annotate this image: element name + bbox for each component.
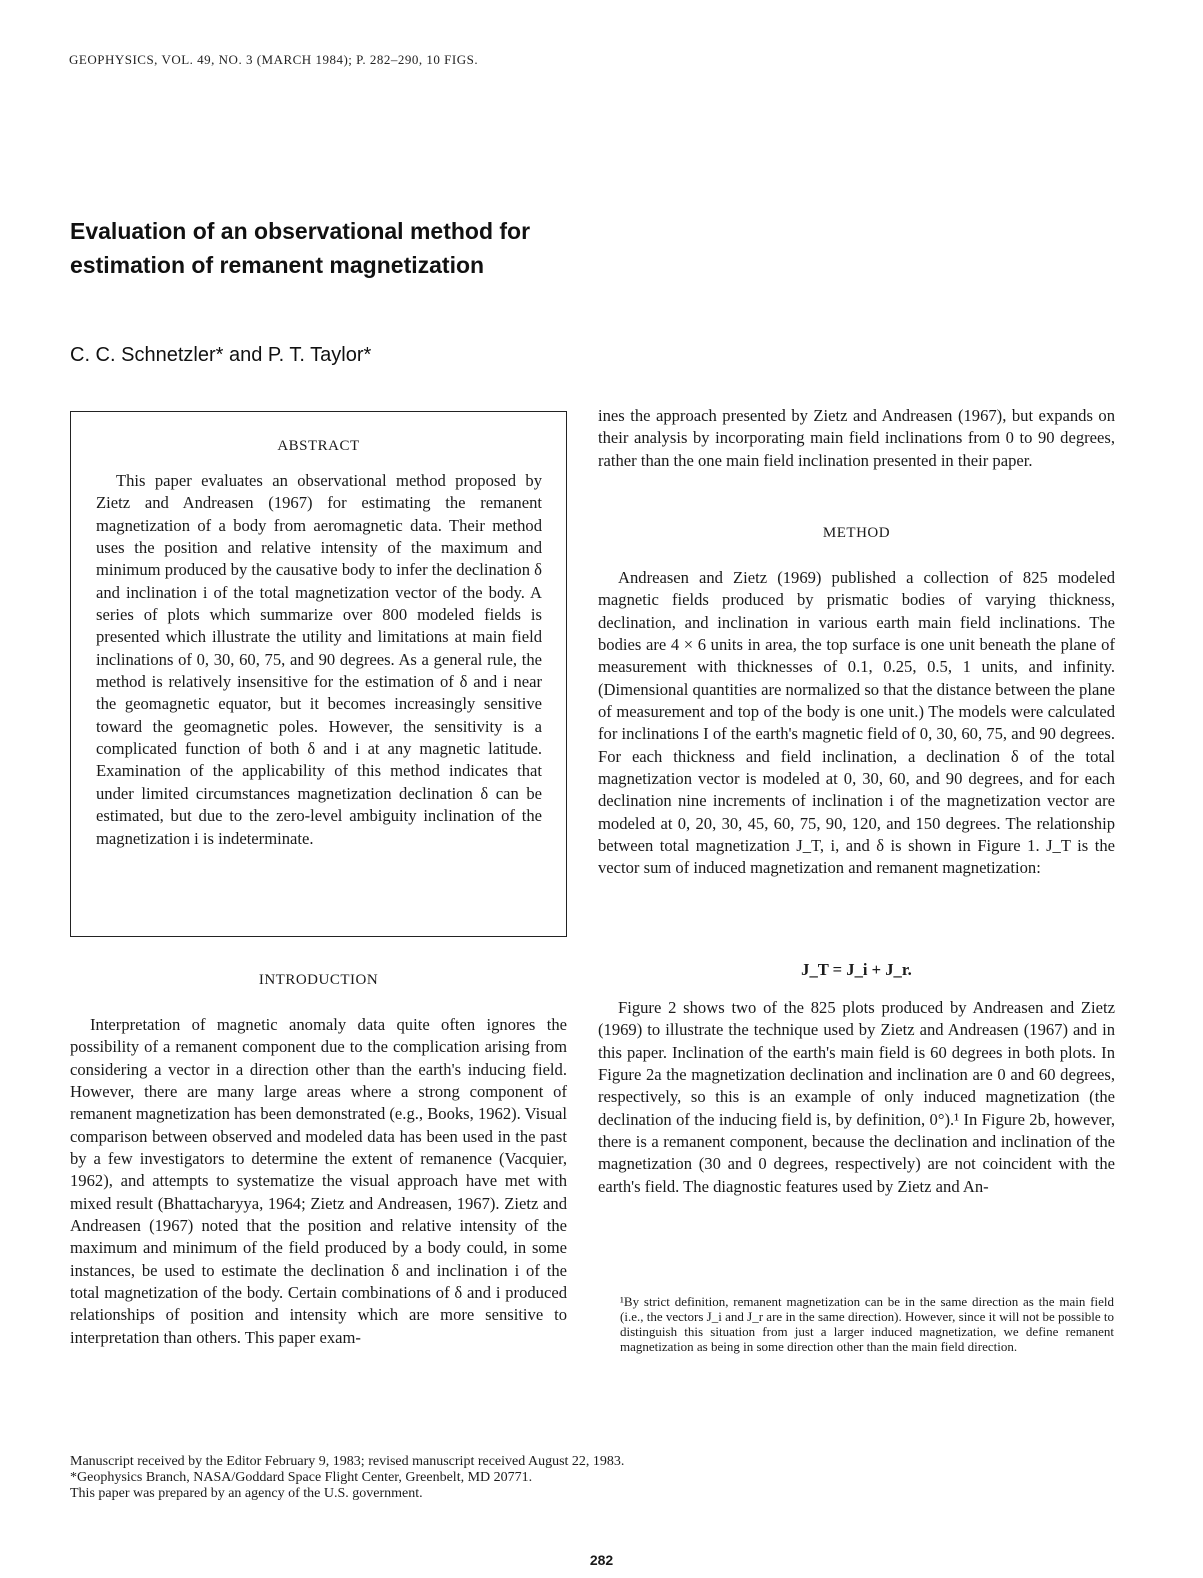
abstract-heading: ABSTRACT bbox=[277, 438, 360, 454]
government-note: This paper was prepared by an agency of the U.S. government. bbox=[70, 1486, 423, 1501]
introduction-heading: INTRODUCTION bbox=[258, 972, 379, 988]
introduction-continuation: ines the approach presented by Zietz and Andreasen (1967), but expands on their analysis by incorporating main field inclinations from 0 to 90 degrees, rather than the one main field inclination presented in their paper. bbox=[598, 406, 1115, 470]
abstract-text: This paper evaluates an observational method proposed by Zietz and Andreasen (1967) for estimating the remanent magnetization of a body from aeromagnetic data. Their method uses the position and relative intensity of the maximum and minimum produced by the causative body to infer the declination δ and inclination i of the total magnetization vector of the body. A series of plots which summarize over 800 modeled fields is presented which illustrate the utility and limitations at main field inclinations of 0, 30, 60, 75, and 90 degrees. As a general rule, the method is relatively insensitive for the estimation of δ and i near the geomagnetic equator, but it becomes increasingly sensitive toward the geomagnetic poles. However, the sensitivity is a complicated function of both δ and i at any magnetic latitude. Examination of the applicability of this method indicates that under limited circumstances magnetization declination δ can be estimated, but due to the zero-level ambiguity inclination of the magnetization i is indeterminate. bbox=[96, 471, 542, 848]
footnote: ¹By strict definition, remanent magnetization can be in the same direction as the main field (i.e., the vectors J_i and J_r are in the same direction). However, since it will not be possible to distinguish this situation from just a larger induced magnetization, we define remanent magnetization as being in some direction other than the main field direction. bbox=[620, 1294, 1114, 1354]
authors: C. C. Schnetzler* and P. T. Taylor* bbox=[70, 344, 372, 366]
journal-header: GEOPHYSICS, VOL. 49, NO. 3 (MARCH 1984); P. 282–290, 10 FIGS. bbox=[69, 52, 479, 67]
abstract-box bbox=[70, 411, 567, 937]
method-paragraph-1: Andreasen and Zietz (1969) published a collection of 825 modeled magnetic fields produced by prismatic bodies of varying thickness, declination, and inclination in various earth main field inclinations. The bodies are 4 × 6 units in area, the top surface is one unit beneath the plane of measurement with thicknesses of 0.1, 0.25, 0.5, 1 units, and infinity. (Dimensional quantities are normalized so that the distance between the plane of measurement and top of the body is one unit.) The models were calculated for inclinations I of the earth's magnetic field of 0, 30, 60, 75, and 90 degrees. For each thickness and field inclination, a declination δ of the total magnetization vector is modeled at 0, 30, 60, and 90 degrees, and for each declination nine increments of inclination i of the magnetization vector are modeled at 0, 20, 30, 45, 60, 75, 90, 120, and 150 degrees. The relationship between total magnetization J_T, i, and δ is shown in Figure 1. J_T is the vector sum of induced magnetization and remanent magnetization: bbox=[598, 568, 1115, 878]
received-note: Manuscript received by the Editor February 9, 1983; revised manuscript received August 22, 1983. bbox=[70, 1454, 625, 1469]
affiliation-note: *Geophysics Branch, NASA/Goddard Space Flight Center, Greenbelt, MD 20771. bbox=[70, 1470, 533, 1485]
page-number: 282 bbox=[589, 1552, 614, 1568]
magnetization-equation: J_T = J_i + J_r. bbox=[801, 960, 912, 979]
introduction-text: Interpretation of magnetic anomaly data quite often ignores the possibility of a remanent component due to the complication arising from considering a vector in a direction other than the earth's inducing field. However, there are many large areas where a strong component of remanent magnetization has been demonstrated (e.g., Books, 1962). Visual comparison between observed and modeled data has been used in the past by a few investigators to determine the extent of remanence (Vacquier, 1962), and attempts to systematize the visual approach have met with mixed result (Bhattacharyya, 1964; Zietz and Andreasen, 1967). Zietz and Andreasen (1967) noted that the position and relative intensity of the maximum and minimum of the field produced by a body could, in some instances, be used to estimate the declination δ and inclination i of the total magnetization of the body. Certain combinations of δ and i produced relationships of position and intensity which are more sensitive to interpretation than others. This paper exam- bbox=[70, 1015, 567, 1347]
paper-title bbox=[70, 214, 710, 282]
manuscript-notes bbox=[70, 1454, 830, 1502]
title-line-1: Evaluation of an observational method for bbox=[70, 218, 531, 244]
title-line-2: estimation of remanent magnetization bbox=[70, 252, 485, 278]
method-paragraph-2: Figure 2 shows two of the 825 plots produced by Andreasen and Zietz (1969) to illustrate the technique used by Zietz and Andreasen (1967) and in this paper. Inclination of the earth's main field is 60 degrees in both plots. In Figure 2a the magnetization declination and inclination are 0 and 60 degrees, respectively, so this is an example of only induced magnetization (the declination of the inducing field is, by definition, 0°).¹ In Figure 2b, however, there is a remanent component, because the declination and inclination of the magnetization (30 and 0 degrees, respectively) are not coincident with the earth's field. The diagnostic features used by Zietz and An- bbox=[598, 998, 1115, 1196]
method-heading: METHOD bbox=[822, 525, 891, 541]
